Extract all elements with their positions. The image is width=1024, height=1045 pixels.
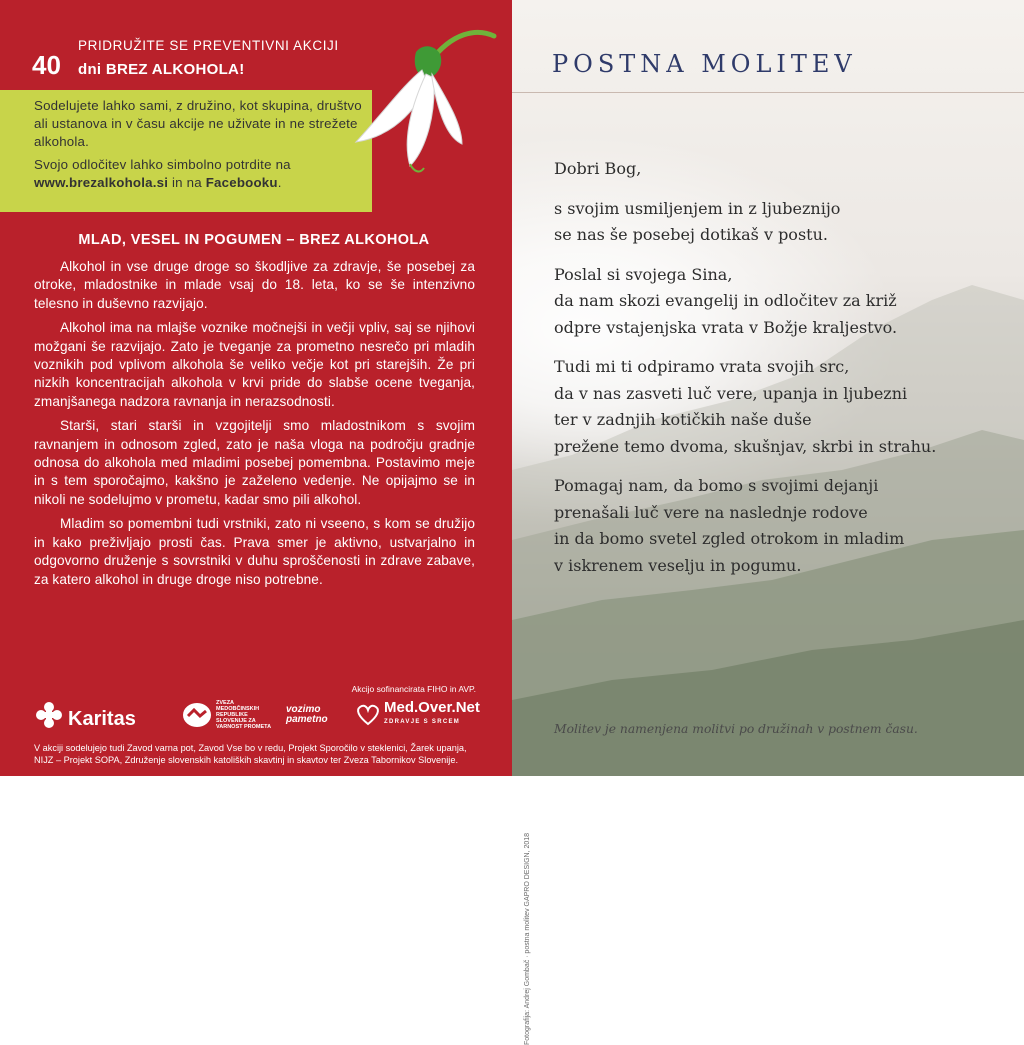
medovernet-logo: [356, 695, 480, 735]
confirmation-text: [34, 156, 362, 192]
campaign-header-number: 40: [32, 50, 61, 80]
article-paragraph: Alkohol ima na mlajše voznike močnejši in večji vpliv, saj se njihovi možgani še razvijajo. Zato je tveganje za prometno nesrečo pri mladih voznikih pod vplivom alkohola še veliko večje kot pri starejših. Že pri nizkih koncentracijah alkohola v krvi pride do slabše ocene tveganja, zmanjšanega nadzora ravnanja in nerazsodnosti.: [34, 320, 475, 409]
prayer-stanza: Pomagaj nam, da bomo s svojimi dejanji prenašali luč vere na naslednje rodove in da bomo svetel zgled otrokom in mladim v iskrenem veselju in pogumu.: [554, 476, 905, 575]
medover-logo-wordmark: [384, 701, 480, 729]
photo-credit: Fotografija: Andrej Gombač · postna molitev GAPRO DESIGN, 2018: [524, 832, 531, 1045]
title-divider: [512, 92, 1024, 93]
prayer-stanza: Dobri Bog,: [554, 159, 642, 178]
heart-icon: [356, 704, 380, 726]
confirmation-end: .: [277, 175, 282, 190]
snowdrop-flower-icon: [352, 14, 502, 184]
article-paragraph: Mladim so pomembni tudi vrstniki, zato ni vseeno, s kom se družijo in kako preživljajo prosti čas. Prava smer je aktivno, ustvarjalno in odgovorno druženje s sovrstniki v duhu sproščenosti in zdrave zabave, za katero alkohol in druge droge niso potrebne.: [34, 516, 475, 587]
campaign-header-line1: PRIDRUŽITE SE PREVENTIVNI AKCIJI: [78, 38, 339, 53]
prayer-stanza: Poslal si svojega Sina, da nam skozi evangelij in odločitev za križ odpre vstajenjska vrata v Božje kraljestvo.: [554, 264, 898, 337]
campaign-header-line2: dni BREZ ALKOHOLA!: [78, 61, 245, 78]
prayer-footer-note: Molitev je namenjena molitvi po družinah v postnem času.: [554, 722, 918, 736]
sponsor-logos: [34, 695, 484, 735]
prayer-stanza: s svojim usmiljenjem in z ljubeznijo se nas še posebej dotikaš v postu.: [554, 198, 841, 244]
article-paragraph: Starši, stari starši in vzgojitelji smo mladostnikom s svojim ravnanjem in odnosom zgled, zato je naša vloga na področju gradnje odnosa do alkohola med mladimi posebej pomembna. Postavimo meje in s tem sporočajmo, kakšno je zaželeno vedenje. Ne opijajmo se in nikoli ne sodelujmo v prometu, kadar smo pili alkohol.: [34, 418, 475, 507]
prayer-panel: [512, 0, 1024, 1045]
vozimo-logo-text: vozimo pametno: [286, 704, 328, 725]
cofinance-note: Akcijo sofinancirata FIHO in AVP.: [351, 684, 476, 694]
campaign-panel: [0, 0, 512, 776]
prayer-text: [554, 156, 1014, 592]
facebook-link[interactable]: Facebooku: [205, 175, 278, 190]
karitas-logo-text: Karitas: [68, 707, 136, 730]
participation-box: [0, 90, 372, 212]
article-body: [34, 258, 475, 595]
confirmation-mid: in na: [168, 175, 206, 190]
zveza-logo: [182, 695, 274, 735]
participants-footnote: V akciji sodelujejo tudi Zavod varna pot, Zavod Vse bo v redu, Projekt Sporočilo v steklenici, Žarek upanja, NIJZ – Projekt SOPA, Združenje slovenskih katoliških skavtinj in skavtov ter Zveza Tabornikov Slovenije.: [34, 743, 467, 765]
karitas-logo: [34, 695, 136, 735]
prayer-title: POSTNA MOLITEV: [552, 50, 857, 78]
website-link[interactable]: www.brezalkohola.si: [34, 175, 169, 190]
prayer-stanza: Tudi mi ti odpiramo vrata svojih src, da v nas zasveti luč vere, upanja in ljubezni ter v zadnjih kotičkih naše duše preženе temo dvoma, skušnjav, skrbi in strahu.: [554, 357, 937, 456]
section-heading: MLAD, VESEL IN POGUMEN – BREZ ALKOHOLA: [78, 232, 430, 248]
zveza-emblem-icon: [182, 702, 212, 728]
vozimo-pametno-logo: [286, 695, 340, 735]
article-paragraph: Alkohol in vse druge droge so škodljive za zdravje, še posebej za otroke, mladostnike in mlade vsaj do 18. leta, ko se še intenzivno telesno in duševno razvijajo.: [34, 259, 475, 311]
medover-logo-text: Med.Over.Net: [384, 699, 480, 716]
karitas-cross-icon: [34, 700, 64, 730]
participation-text: Sodelujete lahko sami, z družino, kot skupina, društvo ali ustanova in v času akcije ne uživate in ne strežete alkohola.: [34, 98, 362, 149]
zveza-logo-text: ZVEZA MEDOBČINSKIH REPUBLIKE SLOVENIJE ZA VARNOST PROMETA: [216, 700, 272, 730]
confirmation-prefix: Svojo odločitev lahko simbolno potrdite na: [34, 157, 291, 172]
medover-logo-subtext: ZDRAVJE S SRCEM: [384, 719, 461, 725]
